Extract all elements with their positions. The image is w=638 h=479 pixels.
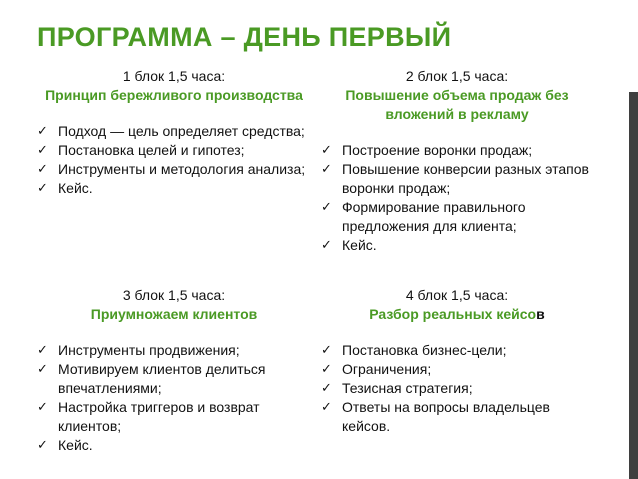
check-icon: ✓ [37, 343, 48, 358]
block-time: 1 блок 1,5 часа: [122, 68, 226, 84]
slide-title: ПРОГРАММА – ДЕНЬ ПЕРВЫЙ [37, 22, 452, 52]
list-item [37, 398, 311, 436]
block-items [37, 341, 311, 455]
list-item-text: Повышение конверсии разных этапов воронки продаж; [342, 161, 589, 196]
list-item [37, 360, 311, 398]
program-block-1 [37, 67, 311, 198]
block-items [37, 122, 311, 198]
list-item [321, 341, 593, 360]
list-item [37, 141, 311, 160]
list-item [37, 160, 311, 179]
check-icon: ✓ [37, 143, 48, 158]
block-name-text: Принцип бережливого производства [45, 87, 303, 103]
block-name-text: Приумножаем клиентов [90, 306, 258, 322]
list-item [321, 141, 593, 160]
block-name [37, 86, 311, 105]
block-time: 4 блок 1,5 часа: [405, 287, 509, 303]
block-items [321, 341, 593, 436]
program-block-3 [37, 286, 311, 455]
list-item-text: Тезисная стратегия; [342, 380, 473, 396]
list-item [321, 398, 593, 436]
check-icon: ✓ [321, 162, 332, 177]
list-item-text: Инструменты и методология анализа; [58, 161, 306, 177]
block-header [321, 67, 593, 124]
list-item [321, 360, 593, 379]
block-name-text: Повышение объема продаж без вложений в рекламу [345, 87, 569, 122]
block-name [321, 305, 593, 324]
check-icon: ✓ [321, 400, 332, 415]
list-item [321, 160, 593, 198]
check-icon: ✓ [37, 438, 48, 453]
check-icon: ✓ [321, 143, 332, 158]
block-time: 2 блок 1,5 часа: [405, 68, 509, 84]
list-item [321, 379, 593, 398]
check-icon: ✓ [37, 362, 48, 377]
list-item [321, 198, 593, 236]
list-item-text: Построение воронки продаж; [342, 142, 533, 158]
block-name [321, 86, 593, 124]
list-item-text: Настройка триггеров и возврат клиентов; [58, 399, 260, 434]
check-icon: ✓ [37, 162, 48, 177]
check-icon: ✓ [37, 181, 48, 196]
block-items [321, 141, 593, 255]
block-name-text: Разбор реальных кейсо [369, 306, 537, 322]
list-item-text: Кейс. [342, 237, 377, 253]
block-header [37, 286, 311, 324]
list-item [321, 236, 593, 255]
list-item [37, 436, 311, 455]
check-icon: ✓ [321, 362, 332, 377]
block-time: 3 блок 1,5 часа: [122, 287, 226, 303]
list-item [37, 341, 311, 360]
program-block-2 [321, 67, 593, 255]
list-item [37, 122, 311, 141]
program-block-4 [321, 286, 593, 436]
list-item [37, 179, 311, 198]
check-icon: ✓ [321, 238, 332, 253]
list-item-text: Инструменты продвижения; [58, 342, 240, 358]
list-item-text: Мотивируем клиентов делиться впечатлениями; [58, 361, 266, 396]
check-icon: ✓ [321, 343, 332, 358]
block-header [321, 286, 593, 324]
check-icon: ✓ [321, 381, 332, 396]
check-icon: ✓ [321, 200, 332, 215]
list-item-text: Постановка целей и гипотез; [58, 142, 245, 158]
list-item-text: Формирование правильного предложения для клиента; [342, 199, 526, 234]
list-item-text: Ограничения; [342, 361, 432, 377]
list-item-text: Ответы на вопросы владельцев кейсов. [342, 399, 550, 434]
check-icon: ✓ [37, 400, 48, 415]
list-item-text: Постановка бизнес-цели; [342, 342, 507, 358]
list-item-text: Подход — цель определяет средства; [58, 123, 305, 139]
block-header [37, 67, 311, 105]
block-name-tail: в [536, 306, 545, 322]
right-edge-bar [629, 92, 638, 479]
list-item-text: Кейс. [58, 437, 93, 453]
block-name [37, 305, 311, 324]
list-item-text: Кейс. [58, 180, 93, 196]
check-icon: ✓ [37, 124, 48, 139]
